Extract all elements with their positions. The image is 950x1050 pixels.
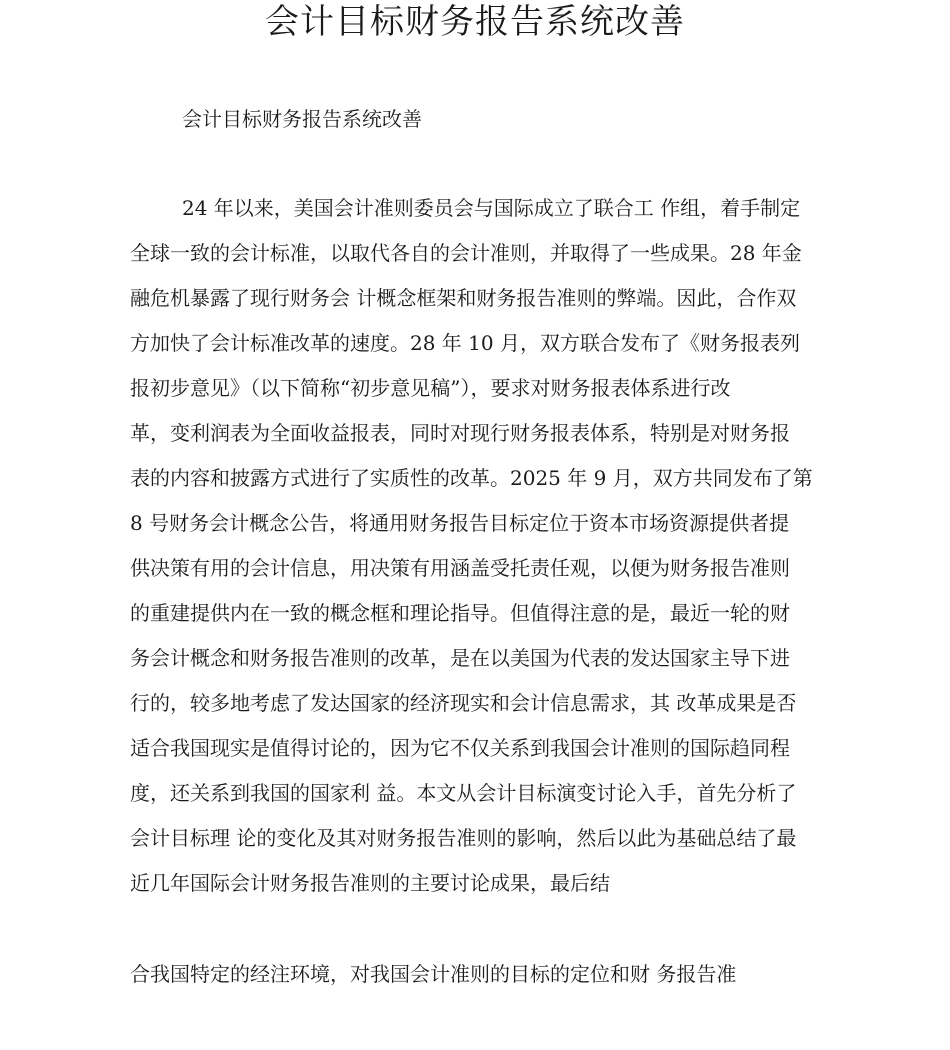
paragraph-line: 报初步意见》（以下简称“初步意见稿”），要求对财务报表体系进行改 xyxy=(130,376,731,400)
paragraph-line: 24 年以来，美国会计准则委员会与国际成立了联合工 作组，着手制定 xyxy=(182,196,801,220)
paragraph-line: 方加快了会计标准改革的速度。28 年 10 月，双方联合发布了《财务报表列 xyxy=(130,331,800,355)
paragraph-line: 适合我国现实是值得讨论的，因为它不仅关系到我国会计准则的国际趋同程 xyxy=(130,736,790,760)
body-paragraph xyxy=(130,190,820,910)
paragraph-line: 务会计概念和财务报告准则的改革，是在以美国为代表的发达国家主导下进 xyxy=(130,646,790,670)
page-title: 会计目标财务报告系统改善 xyxy=(265,2,685,42)
paragraph-line: 会计目标理 论的变化及其对财务报告准则的影响，然后以此为基础总结了最 xyxy=(130,826,797,850)
paragraph-line: 表的内容和披露方式进行了实质性的改革。2025 年 9 月，双方共同发布了第 xyxy=(130,466,813,490)
continuation-line: 合我国特定的经注环境，对我国会计准则的目标的定位和财 务报告准 xyxy=(130,962,737,986)
document-subtitle: 会计目标财务报告系统改善 xyxy=(182,107,422,131)
paragraph-line: 8 号财务会计概念公告，将通用财务报告目标定位于资本市场资源提供者提 xyxy=(130,511,790,535)
paragraph-line: 度，还关系到我国的国家利 益。本文从会计目标演变讨论入手，首先分析了 xyxy=(130,781,797,805)
paragraph-line: 革，变利润表为全面收益报表，同时对现行财务报表体系，特别是对财务报 xyxy=(130,421,790,445)
paragraph-line: 供决策有用的会计信息，用决策有用涵盖受托责任观，以便为财务报告准则 xyxy=(130,556,790,580)
paragraph-line: 近几年国际会计财务报告准则的主要讨论成果，最后结 xyxy=(130,871,610,895)
paragraph-line: 全球一致的会计标准，以取代各自的会计准则，并取得了一些成果。28 年金 xyxy=(130,241,802,265)
paragraph-line: 的重建提供内在一致的概念框和理论指导。但值得注意的是，最近一轮的财 xyxy=(130,601,790,625)
paragraph-line: 融危机暴露了现行财务会 计概念框架和财务报告准则的弊端。因此，合作双 xyxy=(130,286,797,310)
paragraph-line: 行的，较多地考虑了发达国家的经济现实和会计信息需求，其 改革成果是否 xyxy=(130,691,797,715)
